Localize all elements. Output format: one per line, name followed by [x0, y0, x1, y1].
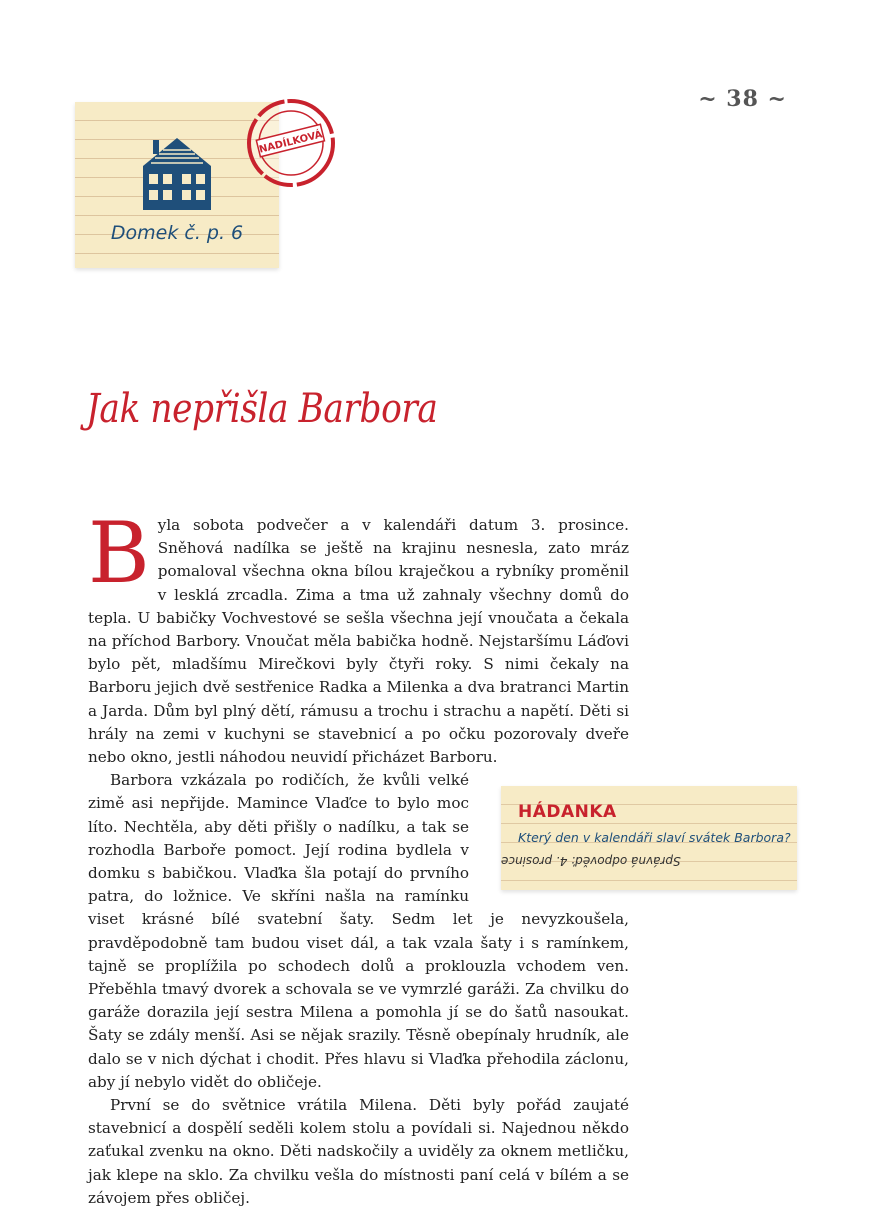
page-number: ~ 38 ~ [698, 86, 787, 112]
paragraph-3: První se do světnice vrátila Milena. Děti byly pořád zaujaté stavebnicí a dospělí seděli kolem stolu a povídali si. Najednou někdo zaťukal zvenku na okno. Děti nadskočily a uviděly za oknem metličku, jak klepe na sklo. Za chvilku vešla do místnosti paní celá v bílém a se závojem přes obličej. [88, 1096, 629, 1207]
paragraph-1: yla sobota podvečer a v kalendáři datum 3. prosince. Sněhová nadílka se ještě na krajinu nesnesla, zato mráz pomaloval všechna okna bílou kraječkou a rybníky proměnil v lesklá zrcadla. Zima a tma už zahnaly všechny domů do tepla. U babičky Vochvestové se sešla všechna její vnoučata a čekala na příchod Barbory. Vnoučat měla babička hodně. Nejstaršímu Láďovi bylo pět, mladšímu Mirečkovi byly čtyři roky. S nimi čekaly na Barboru jejich dvě sestřenice Radka a Milenka a dva bratranci Martin a Jarda. Dům byl plný dětí, rámusu a trochu i strachu a napětí. Děti si hrály na zemi v kuchyni se stavebnicí a po očku pozorovaly dveře nebo okno, jestli náhodou neuvidí přicházet Barboru. [88, 516, 629, 767]
riddle-title: HÁDANKA [518, 802, 617, 822]
nadilkova-stamp [244, 96, 338, 190]
riddle-answer: Správná odpověď: 4. prosince [501, 854, 681, 868]
house-icon [135, 132, 219, 214]
riddle-question: Který den v kalendáři slaví svátek Barbora? [518, 830, 791, 845]
house-label: Domek č. p. 6 [110, 222, 244, 244]
riddle-box [501, 786, 797, 890]
paragraph-2: Barbora vzkázala po rodičích, že kvůli velké zimě asi nepřijde. Mamince Vlaďce to bylo moc líto. Nechtěla, aby děti přišly o nadílku, a tak se rozhodla Barboře pomoct. Její rodina bydlela v domku s babičkou. Vlaďka šla potají do prvního patra, do ložnice. Ve skříni našla na ramínku viset krásné bílé svatební šaty. Sedm let je nevyzkoušela, pravděpodobně tam budou viset dál, a tak vzala šaty i s ramínkem, tajně se proplížila po schodech dolů a proklouzla vchodem ven. Přeběhla tmavý dvorek a schovala se ve vymrzlé garáži. Za chvilku do garáže dorazila její sestra Milena a pomohla jí se do šatů nasoukat. Šaty se zdály menší. Asi se nějak srazily. Těsně obepínaly hrudník, ale dalo se v nich dýchat i chodit. Přes hlavu si Vlaďka přehodila záclonu, aby jí nebylo vidět do obličeje. [88, 771, 629, 1091]
drop-cap: B [88, 504, 150, 602]
stamp-text: NADÍLKOVÁ [258, 129, 324, 156]
chapter-title: Jak nepřišla Barbora [86, 386, 438, 432]
